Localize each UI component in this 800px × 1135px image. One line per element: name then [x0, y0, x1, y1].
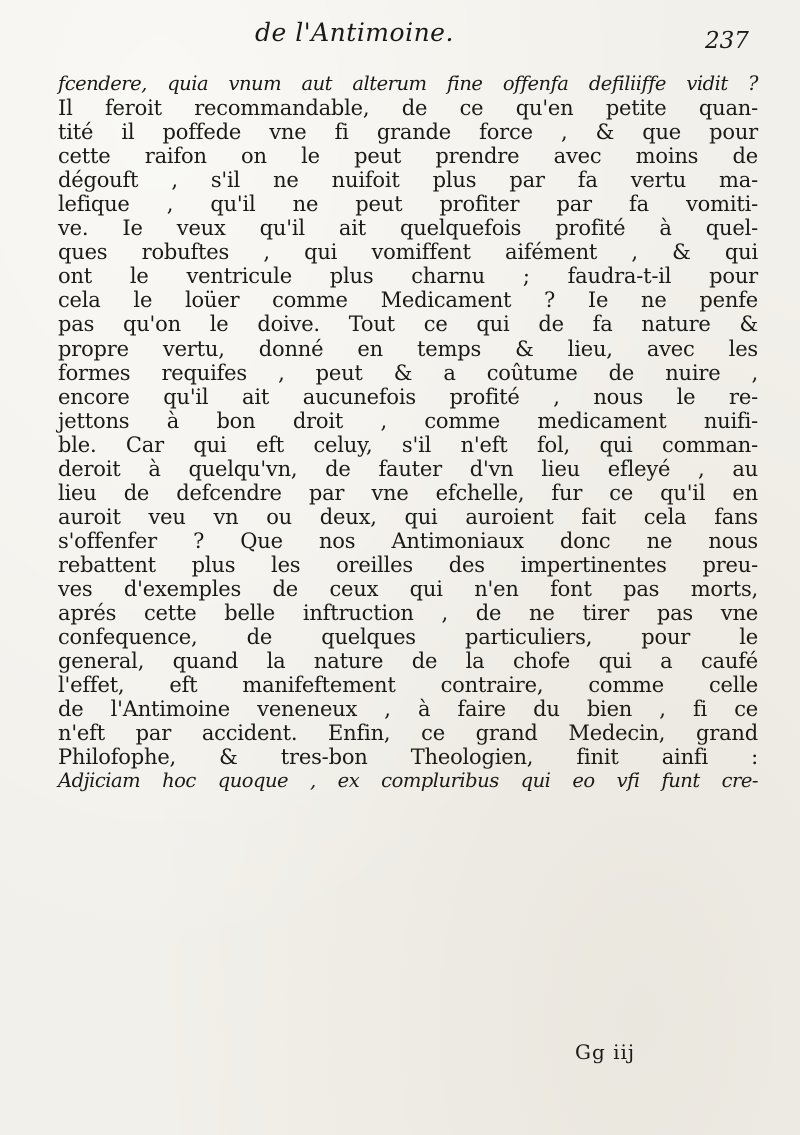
- page-number: 237: [705, 28, 749, 54]
- text-line: ve. Ie veux qu'il ait quelquefois profité à quel-: [58, 216, 758, 241]
- signature-text: Gg iij: [575, 1040, 636, 1064]
- text-line: auroit veu vn ou deux, qui auroient fait cela fans: [58, 504, 758, 529]
- text-line: ques robuftes , qui vomiffent aifément , & qui: [58, 240, 758, 265]
- text-line: rebattent plus les oreilles des impertinentes preu-: [58, 552, 758, 577]
- text-line: jettons à bon droit , comme medicament nuifi-: [58, 408, 758, 433]
- text-line: general, quand la nature de la chofe qui a caufé: [58, 649, 758, 674]
- text-line: formes requifes , peut & a coûtume de nuire ,: [58, 360, 758, 385]
- text-line: ont le ventricule plus charnu ; faudra-t-il pour: [58, 264, 758, 289]
- text-line: ble. Car qui eft celuy, s'il n'eft fol, qui comman-: [58, 432, 758, 457]
- text-line: Adjiciam hoc quoque , ex compluribus qui eo vfi funt cre-: [58, 769, 758, 793]
- text-line: fcendere, quia vnum aut alterum fine offenfa defiliiffe vidit ?: [58, 72, 758, 95]
- text-line: n'eft par accident. Enfin, ce grand Medecin, grand: [58, 721, 758, 746]
- text-line: Philofophe, & tres-bon Theologien, finit ainfi :: [58, 745, 758, 770]
- body-text: [58, 72, 758, 793]
- signature-mark: [0, 1040, 800, 1070]
- running-head: de l'Antimoine.: [255, 18, 454, 47]
- text-line: tité il poffede vne fi grande force , & que pour: [58, 120, 758, 145]
- text-line: encore qu'il ait aucunefois profité , nous le re-: [58, 384, 758, 409]
- text-line: pas qu'on le doive. Tout ce qui de fa nature &: [58, 312, 758, 337]
- text-line: l'effet, eft manifeftement contraire, comme celle: [58, 673, 758, 698]
- text-line: lefique , qu'il ne peut profiter par fa vomiti-: [58, 192, 758, 217]
- text-line: Il feroit recommandable, de ce qu'en petite quan-: [58, 96, 758, 121]
- text-line: cela le loüer comme Medicament ? Ie ne penfe: [58, 288, 758, 313]
- page-header: [0, 18, 800, 58]
- text-line: cette raifon on le peut prendre avec moins de: [58, 144, 758, 169]
- text-line: s'offenfer ? Que nos Antimoniaux donc ne nous: [58, 528, 758, 553]
- text-line: lieu de defcendre par vne efchelle, fur ce qu'il en: [58, 480, 758, 505]
- text-line: aprés cette belle inftruction , de ne tirer pas vne: [58, 601, 758, 626]
- text-line: de l'Antimoine veneneux , à faire du bien , fi ce: [58, 697, 758, 722]
- text-line: ves d'exemples de ceux qui n'en font pas morts,: [58, 576, 758, 601]
- text-line: dégouft , s'il ne nuifoit plus par fa vertu ma-: [58, 168, 758, 193]
- text-line: propre vertu, donné en temps & lieu, avec les: [58, 336, 758, 361]
- text-line: deroit à quelqu'vn, de fauter d'vn lieu efleyé , au: [58, 456, 758, 481]
- text-line: confequence, de quelques particuliers, pour le: [58, 625, 758, 650]
